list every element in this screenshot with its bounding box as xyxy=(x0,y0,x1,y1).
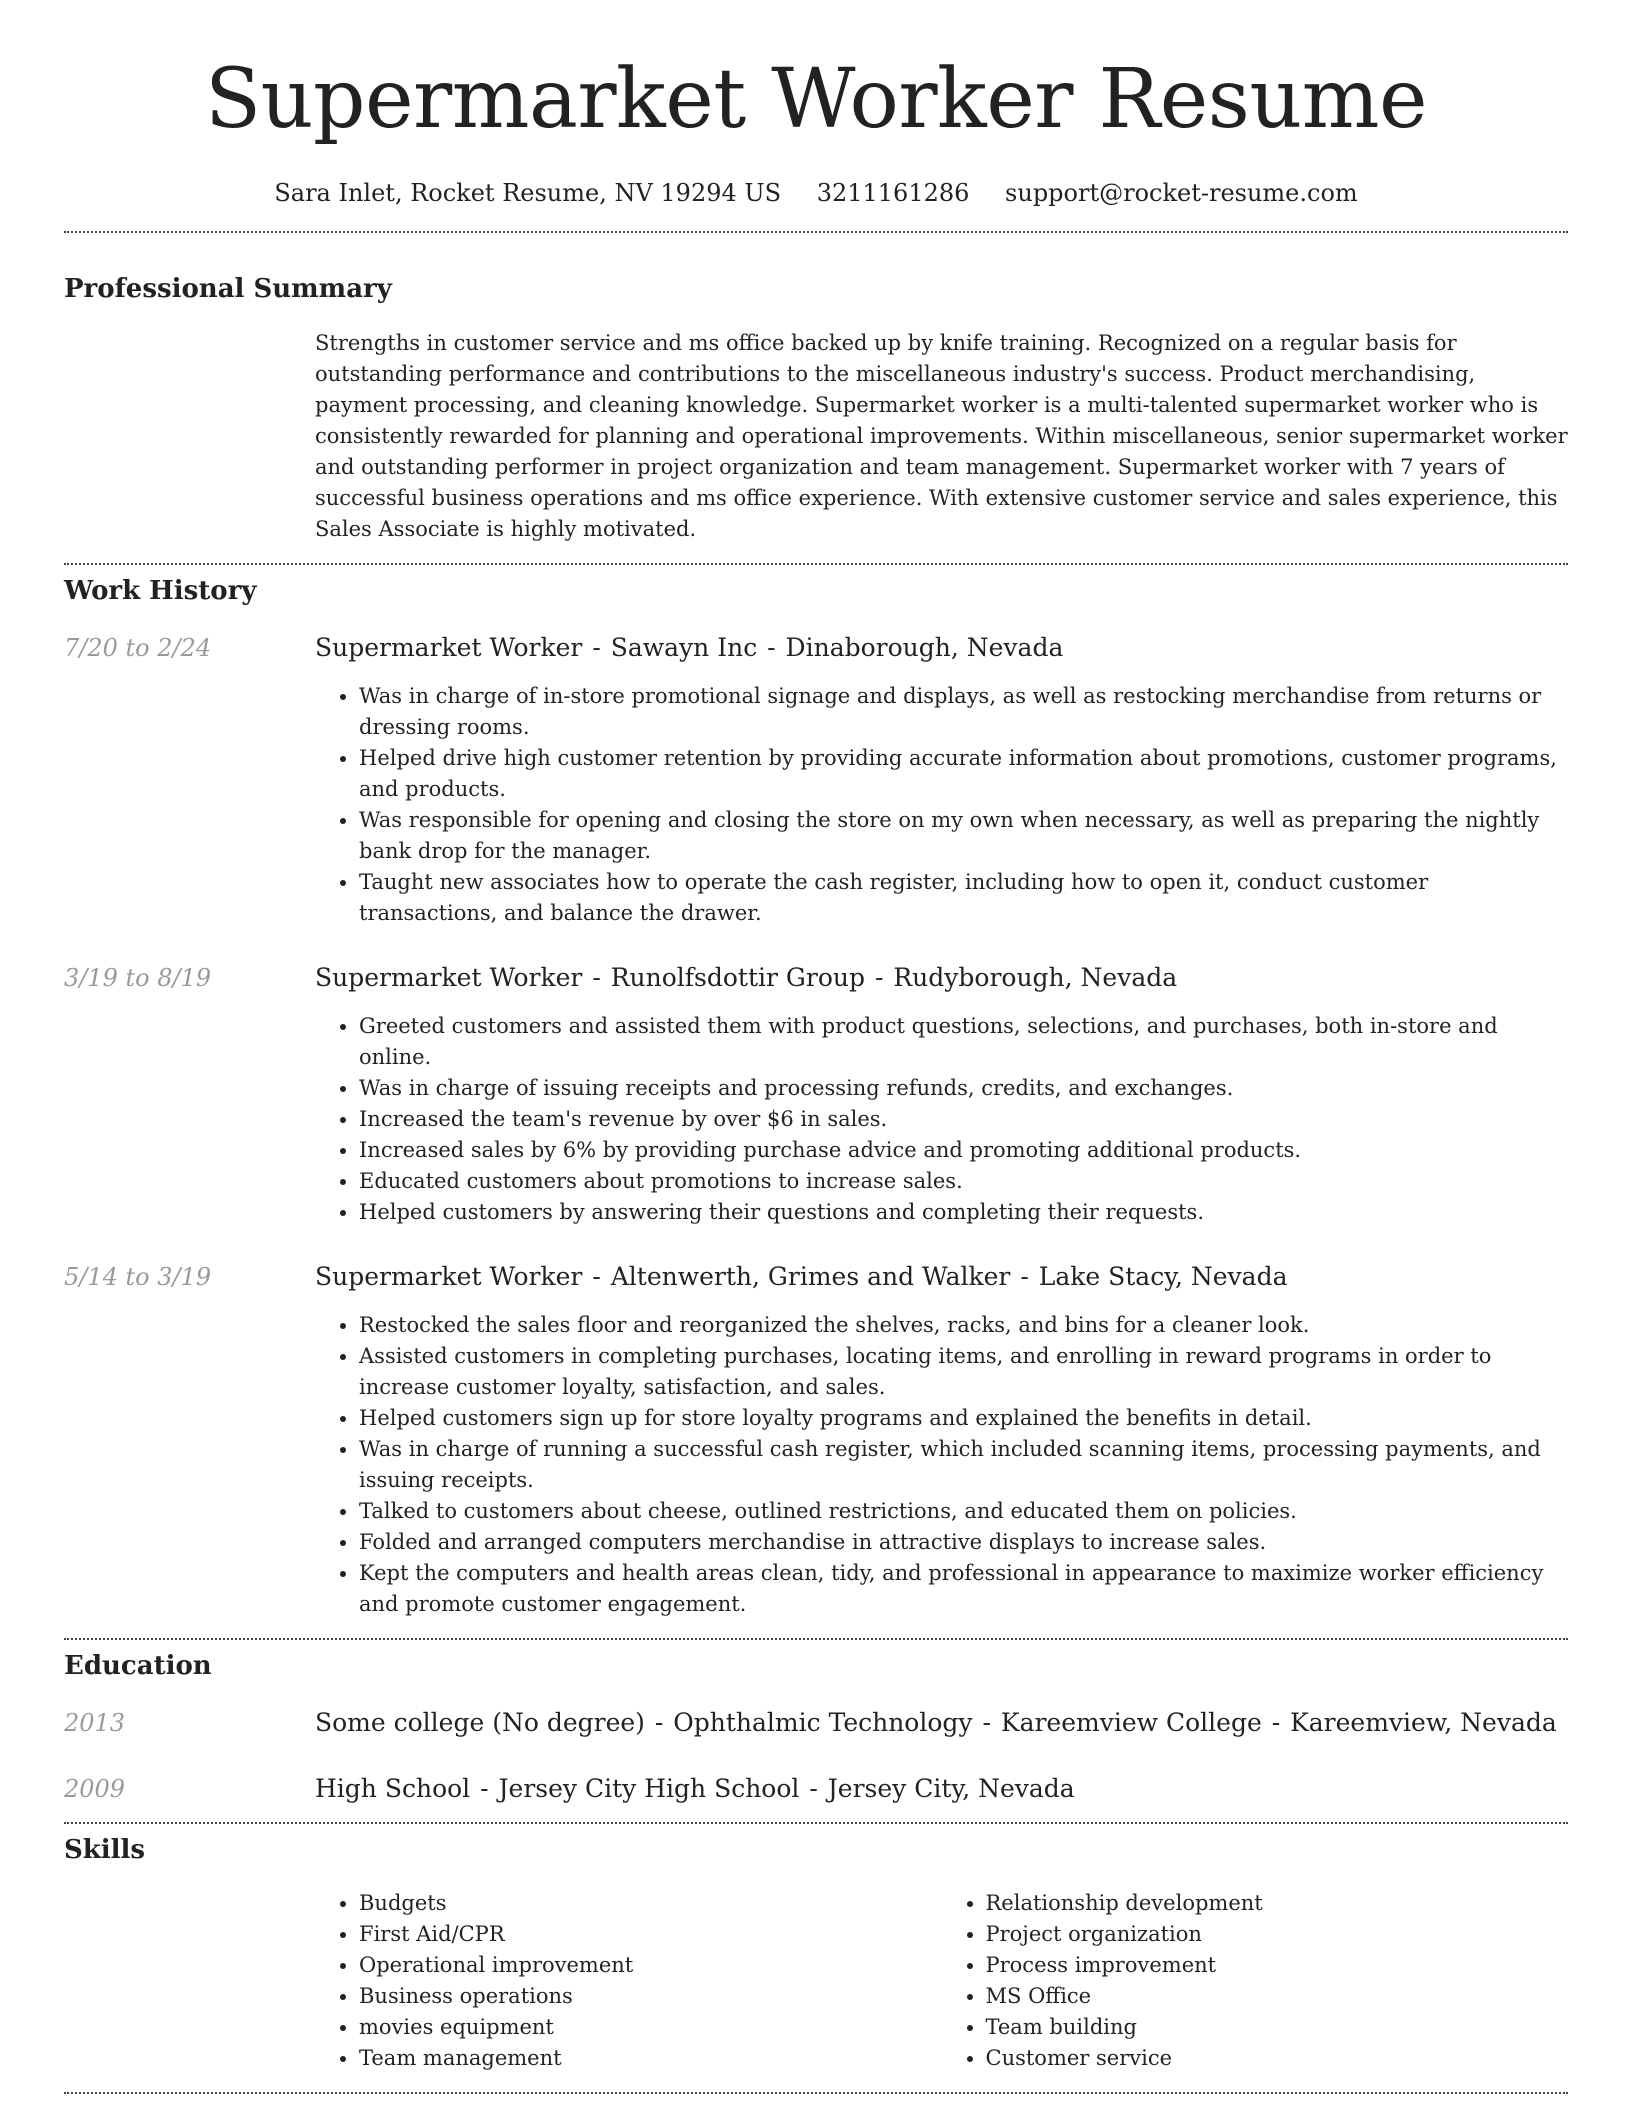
section-title-work-history: Work History xyxy=(64,576,257,606)
education-degree: Some college (No degree) xyxy=(315,1708,645,1737)
list-item: • Educated customers about promotions to increase sales. xyxy=(359,1166,1568,1197)
skill-item: • Project organization xyxy=(986,1919,1569,1950)
education-heading xyxy=(315,1774,1568,1804)
divider xyxy=(64,2092,1568,2094)
education-school: Kareemview College xyxy=(1000,1708,1262,1737)
job-location: Dinaborough, Nevada xyxy=(785,633,1064,662)
job-bullets xyxy=(315,1310,1568,1620)
education-year: 2013 xyxy=(64,1709,126,1737)
contact-email: support@rocket-resume.com xyxy=(1005,179,1358,207)
contact-line xyxy=(64,178,1568,208)
job-location: Rudyborough, Nevada xyxy=(893,963,1178,992)
skill-item: • Team building xyxy=(986,2012,1569,2043)
job-entry xyxy=(64,963,1568,1228)
list-item: • Assisted customers in completing purchases, locating items, and enrolling in reward programs in order to increase customer loyalty, satisfaction, and sales. xyxy=(359,1341,1568,1403)
list-item: • Helped customers by answering their questions and completing their requests. xyxy=(359,1197,1568,1228)
list-item: • Was responsible for opening and closing the store on my own when necessary, as well as preparing the nightly bank drop for the manager. xyxy=(359,805,1568,867)
separator: - xyxy=(584,633,609,662)
separator: - xyxy=(584,1262,609,1291)
job-title: Supermarket Worker xyxy=(315,963,583,992)
list-item: • Restocked the sales floor and reorganized the shelves, racks, and bins for a cleaner look. xyxy=(359,1310,1568,1341)
job-company: Altenwerth, Grimes and Walker xyxy=(610,1262,1011,1291)
job-heading xyxy=(315,963,1568,993)
education-year: 2009 xyxy=(64,1775,126,1803)
separator: - xyxy=(974,1708,999,1737)
job-heading xyxy=(315,1262,1568,1292)
divider xyxy=(64,1822,1568,1824)
divider xyxy=(64,231,1568,233)
education-field: Ophthalmic Technology xyxy=(673,1708,973,1737)
list-item: • Greeted customers and assisted them with product questions, selections, and purchases, both in-store and online. xyxy=(359,1011,1568,1073)
job-dates: 3/19 to 8/19 xyxy=(64,964,212,992)
job-title: Supermarket Worker xyxy=(315,633,583,662)
list-item: • Taught new associates how to operate the cash register, including how to open it, conduct customer transactions, and balance the drawer. xyxy=(359,867,1568,929)
section-title-education: Education xyxy=(64,1651,212,1681)
list-item: • Was in charge of issuing receipts and processing refunds, credits, and exchanges. xyxy=(359,1073,1568,1104)
job-bullets xyxy=(315,681,1568,929)
skill-item: • First Aid/CPR xyxy=(359,1919,942,1950)
list-item: • Increased sales by 6% by providing purchase advice and promoting additional products. xyxy=(359,1135,1568,1166)
skill-item: • Team management xyxy=(359,2043,942,2074)
job-company: Runolfsdottir Group xyxy=(610,963,865,992)
education-heading xyxy=(315,1708,1568,1738)
contact-address: Sara Inlet, Rocket Resume, NV 19294 US xyxy=(274,179,782,207)
education-school: Jersey City High School xyxy=(498,1774,800,1803)
education-entry xyxy=(64,1708,1568,1738)
resume-title: Supermarket Worker Resume xyxy=(205,52,1427,147)
education-degree: High School xyxy=(315,1774,471,1803)
section-title-summary: Professional Summary xyxy=(64,274,392,304)
skills-list-right xyxy=(942,1888,1569,2074)
education-entry xyxy=(64,1774,1568,1804)
list-item: • Increased the team's revenue by over $6 in sales. xyxy=(359,1104,1568,1135)
contact-phone: 3211161286 xyxy=(816,179,970,207)
separator: - xyxy=(1263,1708,1289,1737)
job-bullets xyxy=(315,1011,1568,1228)
education-location: Kareemview, Nevada xyxy=(1290,1708,1557,1737)
separator: - xyxy=(472,1774,497,1803)
resume-page xyxy=(64,0,1568,2094)
job-company: Sawayn Inc xyxy=(610,633,758,662)
list-item: • Was in charge of in-store promotional signage and displays, as well as restocking merchandise from returns or dressing rooms. xyxy=(359,681,1568,743)
list-item: • Helped drive high customer retention by providing accurate information about promotions, customer programs, and products. xyxy=(359,743,1568,805)
divider xyxy=(64,563,1568,565)
separator: - xyxy=(759,633,784,662)
list-item: • Kept the computers and health areas clean, tidy, and professional in appearance to maximize worker efficiency and promote customer engagement. xyxy=(359,1558,1568,1620)
job-heading xyxy=(315,633,1568,663)
skill-item: • Customer service xyxy=(986,2043,1569,2074)
separator: - xyxy=(801,1774,826,1803)
list-item: • Folded and arranged computers merchandise in attractive displays to increase sales. xyxy=(359,1527,1568,1558)
separator: - xyxy=(646,1708,672,1737)
job-dates: 5/14 to 3/19 xyxy=(64,1263,212,1291)
separator: - xyxy=(584,963,609,992)
job-entry xyxy=(64,1262,1568,1620)
list-item: • Was in charge of running a successful cash register, which included scanning items, processing payments, and issuing receipts. xyxy=(359,1434,1568,1496)
skills-list-left xyxy=(315,1888,942,2074)
skill-item: • Budgets xyxy=(359,1888,942,1919)
job-entry xyxy=(64,633,1568,929)
summary-text: Strengths in customer service and ms office backed up by knife training. Recognized on a regular basis for outstanding performance and contributions to the miscellaneous industry's success. Product merchandising, payment processing, and cleaning knowledge. Supermarket worker is a multi-talented supermarket worker who is consistently rewarded for planning and operational improvements. Within miscellaneous, senior supermarket worker and outstanding performer in project organization and team management. Supermarket worker with 7 years of successful business operations and ms office experience. With extensive customer service and sales experience, this Sales Associate is highly motivated. xyxy=(315,331,1568,541)
skill-item: • Operational improvement xyxy=(359,1950,942,1981)
separator: - xyxy=(867,963,892,992)
skill-item: • MS Office xyxy=(986,1981,1569,2012)
skills-row xyxy=(64,1888,1568,2074)
skill-item: • Business operations xyxy=(359,1981,942,2012)
divider xyxy=(64,1638,1568,1640)
list-item: • Talked to customers about cheese, outlined restrictions, and educated them on policies. xyxy=(359,1496,1568,1527)
education-location: Jersey City, Nevada xyxy=(827,1774,1075,1803)
job-location: Lake Stacy, Nevada xyxy=(1038,1262,1288,1291)
summary-spacer xyxy=(64,328,315,545)
separator: - xyxy=(1012,1262,1037,1291)
skill-item: • Relationship development xyxy=(986,1888,1569,1919)
skill-item: • movies equipment xyxy=(359,2012,942,2043)
summary-row xyxy=(64,328,1568,545)
section-title-skills: Skills xyxy=(64,1835,146,1865)
job-title: Supermarket Worker xyxy=(315,1262,583,1291)
skill-item: • Process improvement xyxy=(986,1950,1569,1981)
skills-spacer xyxy=(64,1888,315,2074)
list-item: • Helped customers sign up for store loyalty programs and explained the benefits in detail. xyxy=(359,1403,1568,1434)
job-dates: 7/20 to 2/24 xyxy=(64,634,212,662)
skills-columns xyxy=(315,1888,1568,2074)
